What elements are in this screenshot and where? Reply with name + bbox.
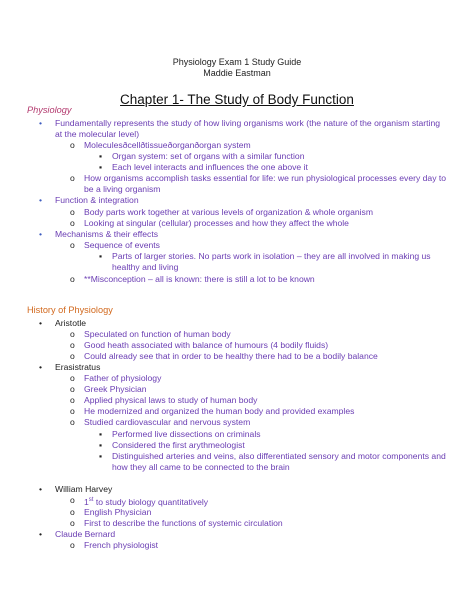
list-item: Performed live dissections on criminals	[112, 429, 261, 439]
list-item: Applied physical laws to study of human body	[84, 395, 258, 405]
bullet-icon: •	[39, 195, 43, 205]
list-item: how they all came to be connected to the brain	[112, 462, 290, 472]
open-bullet-icon: o	[70, 274, 75, 284]
list-item: Fundamentally represents the study of how living organisms work (the nature of the organism starting	[55, 118, 440, 128]
open-bullet-icon: o	[70, 406, 75, 416]
list-item: Father of physiology	[84, 373, 162, 383]
person-name-aristotle: Aristotle	[55, 318, 87, 328]
open-bullet-icon: o	[70, 207, 75, 217]
bullet-icon: •	[39, 229, 43, 239]
bullet-icon: •	[39, 529, 43, 539]
list-item: Parts of larger stories. No parts work in isolation – they are all involved in making us	[112, 251, 431, 261]
open-bullet-icon: o	[70, 173, 75, 183]
list-item: Good heath associated with balance of humours (4 bodily fluids)	[84, 340, 329, 350]
doc-header-title: Physiology Exam 1 Study Guide	[172, 57, 302, 67]
list-item: at the molecular level)	[55, 129, 140, 139]
list-item	[84, 495, 208, 508]
bullet-icon: •	[39, 484, 43, 494]
doc-header-author: Maddie Eastman	[203, 68, 271, 78]
open-bullet-icon: o	[70, 240, 75, 250]
list-item-text: to study biology quantitatively	[93, 496, 209, 507]
open-bullet-icon: o	[70, 329, 75, 339]
ordinal-number: 1	[84, 496, 89, 507]
list-item: Mechanisms & their effects	[55, 229, 159, 239]
list-item: be a living organism	[84, 184, 161, 194]
open-bullet-icon: o	[70, 218, 75, 228]
list-item: First to describe the functions of systemic circulation	[84, 518, 283, 528]
open-bullet-icon: o	[70, 495, 75, 505]
open-bullet-icon: o	[70, 395, 75, 405]
ordinal-suffix: st	[88, 497, 94, 503]
list-item: healthy and living	[112, 262, 179, 272]
open-bullet-icon: o	[70, 540, 75, 550]
list-item: Body parts work together at various levels of organization & whole organism	[84, 207, 373, 217]
section-title-physiology: Physiology	[27, 105, 72, 115]
bullet-icon: •	[39, 118, 43, 128]
square-bullet-icon: ▪	[99, 162, 103, 172]
person-name-bernard: Claude Bernard	[55, 529, 116, 539]
bullet-icon: •	[39, 318, 43, 328]
list-item: Greek Physician	[84, 384, 147, 394]
open-bullet-icon: o	[70, 351, 75, 361]
list-item: Could already see that in order to be healthy there had to be a bodily balance	[84, 351, 378, 361]
open-bullet-icon: o	[70, 518, 75, 528]
person-name-harvey: William Harvey	[55, 484, 113, 494]
list-item: Speculated on function of human body	[84, 329, 231, 339]
section-title-history: History of Physiology	[27, 305, 113, 315]
list-item: Distinguished arteries and veins, also differentiated sensory and motor components and	[112, 451, 446, 461]
list-item: Sequence of events	[84, 240, 160, 250]
square-bullet-icon: ▪	[99, 429, 103, 439]
person-name-erasistratus: Erasistratus	[55, 362, 101, 372]
square-bullet-icon: ▪	[99, 151, 103, 161]
list-item: Each level interacts and influences the one above it	[112, 162, 308, 172]
list-item: English Physician	[84, 507, 152, 517]
open-bullet-icon: o	[70, 140, 75, 150]
square-bullet-icon: ▪	[99, 440, 103, 450]
list-item: Considered the first arythmeologist	[112, 440, 245, 450]
list-item: French physiologist	[84, 540, 159, 550]
list-item: **Misconception – all is known: there is still a lot to be known	[84, 274, 315, 284]
square-bullet-icon: ▪	[99, 451, 103, 461]
list-item: Looking at singular (cellular) processes and how they affect the whole	[84, 218, 349, 228]
list-item: Moleculesðcellðtissueðorganðorgan system	[84, 140, 251, 150]
list-item: He modernized and organized the human body and provided examples	[84, 406, 355, 416]
open-bullet-icon: o	[70, 507, 75, 517]
bullet-icon: •	[39, 362, 43, 372]
open-bullet-icon: o	[70, 373, 75, 383]
open-bullet-icon: o	[70, 384, 75, 394]
square-bullet-icon: ▪	[99, 251, 103, 261]
open-bullet-icon: o	[70, 417, 75, 427]
list-item: Studied cardiovascular and nervous system	[84, 417, 251, 427]
list-item: Function & integration	[55, 195, 139, 205]
open-bullet-icon: o	[70, 340, 75, 350]
list-item: Organ system: set of organs with a similar function	[112, 151, 305, 161]
list-item: How organisms accomplish tasks essential for life: we run physiological processes every day to	[84, 173, 447, 183]
chapter-title: Chapter 1- The Study of Body Function	[120, 92, 354, 107]
